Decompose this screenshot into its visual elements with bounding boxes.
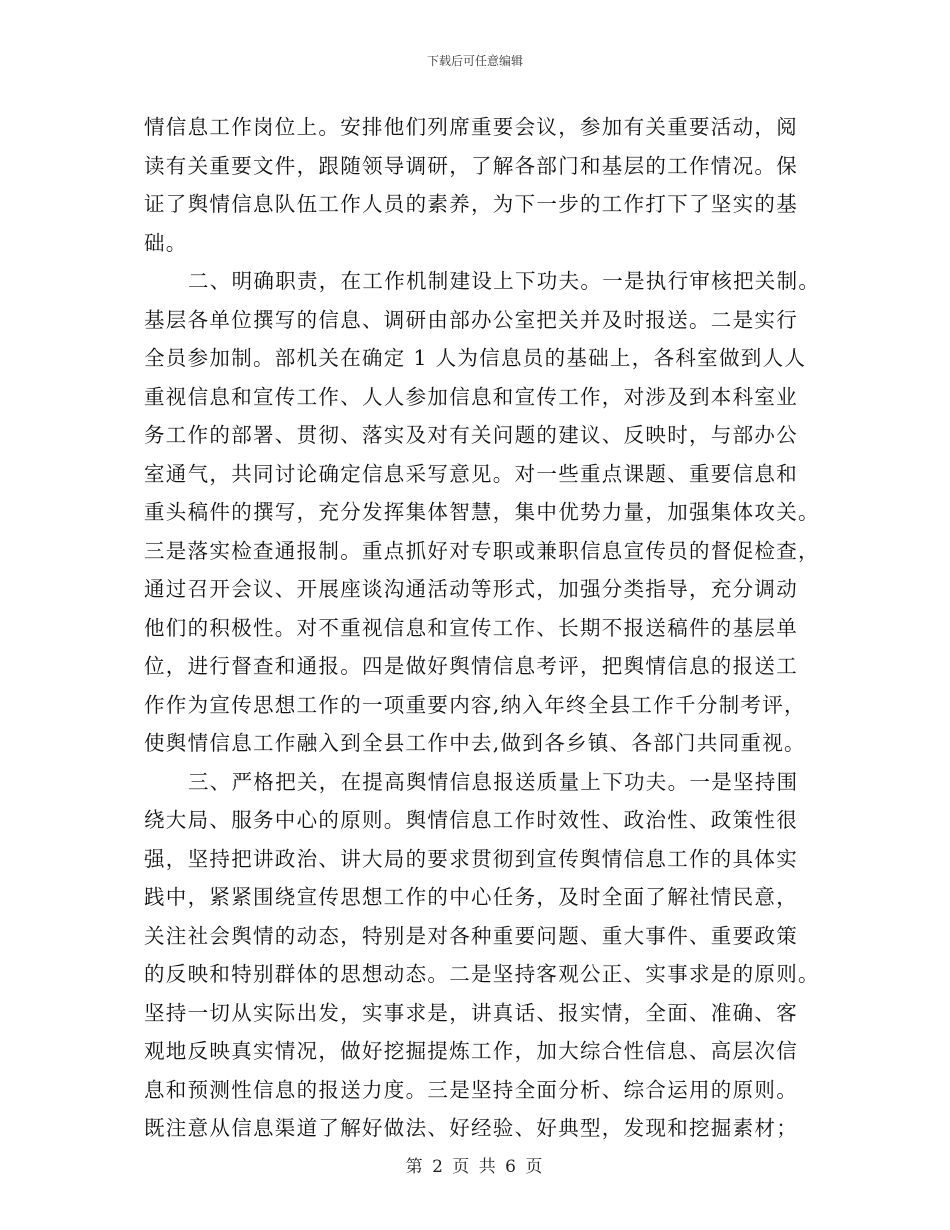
text-line: 通过召开会议、开展座谈沟通活动等形式，加强分类指导，充分调动 — [144, 577, 798, 601]
text-line: 践中，紧紧围绕宣传思想工作的中心任务，及时全面了解社情民意， — [144, 885, 798, 909]
text-line: 重视信息和宣传工作、人人参加信息和宣传工作，对涉及到本科室业 — [144, 384, 798, 409]
text-line: 全员参加制。部机关在确定 1 人为信息员的基础上，各科室做到人人 — [144, 346, 807, 370]
text-line: 重头稿件的撰写，充分发挥集体智慧，集中优势力量，加强集体攻关。 — [144, 500, 820, 524]
text-line: 位，进行督查和通报。四是做好舆情信息考评，把舆情信息的报送工 — [144, 654, 798, 678]
text-line: 强，坚持把讲政治、讲大局的要求贯彻到宣传舆情信息工作的具体实 — [144, 846, 798, 871]
text-line: 证了舆情信息队伍工作人员的素养，为下一步的工作打下了坚实的基 — [144, 192, 798, 216]
text-line: 的反映和特别群体的思想动态。二是坚持客观公正、实事求是的原则。 — [144, 962, 820, 986]
text-line: 础。 — [144, 230, 188, 255]
text-line: 基层各单位撰写的信息、调研由部办公室把关并及时报送。二是实行 — [144, 307, 798, 332]
text-line: 观地反映真实情况，做好挖掘提炼工作，加大综合性信息、高层次信 — [144, 1039, 798, 1063]
text-line: 室通气，共同讨论确定信息采写意见。对一些重点课题、重要信息和 — [144, 461, 798, 486]
page-number-footer: 第 2 页 共 6 页 — [405, 1157, 545, 1177]
text-line: 关注社会舆情的动态，特别是对各种重要问题、重大事件、重要政策 — [144, 923, 798, 948]
text-line: 他们的积极性。对不重视信息和宣传工作、长期不报送稿件的基层单 — [144, 615, 798, 640]
text-line: 情信息工作岗位上。安排他们列席重要会议，参加有关重要活动，阅 — [144, 115, 798, 139]
text-line: 既注意从信息渠道了解好做法、好经验、好典型，发现和挖掘素材； — [144, 1116, 798, 1140]
text-line: 息和预测性信息的报送力度。三是坚持全面分析、综合运用的原则。 — [144, 1077, 798, 1102]
text-line: 坚持一切从实际出发，实事求是，讲真话、报实情，全面、准确、客 — [144, 1000, 798, 1025]
page-header: 下载后可任意编辑 — [426, 54, 523, 68]
text-line: 绕大局、服务中心的原则。舆情信息工作时效性、政治性、政策性很 — [144, 808, 798, 832]
text-line: 读有关重要文件，跟随领导调研，了解各部门和基层的工作情况。保 — [144, 153, 798, 178]
section-heading-line: 三、严格把关，在提高舆情信息报送质量上下功夫。一是坚持围 — [188, 769, 799, 794]
text-line: 使舆情信息工作融入到全县工作中去,做到各乡镇、各部门共同重视。 — [144, 731, 806, 755]
text-line: 作作为宣传思想工作的一项重要内容,纳入年终全县工作千分制考评， — [144, 692, 806, 717]
text-line: 务工作的部署、贯彻、落实及对有关问题的建议、反映时，与部办公 — [144, 423, 798, 447]
text-line: 三是落实检查通报制。重点抓好对专职或兼职信息宣传员的督促检查， — [144, 538, 820, 563]
section-heading-line: 二、明确职责，在工作机制建设上下功夫。一是执行审核把关制。 — [188, 269, 821, 293]
body-text — [144, 108, 821, 1148]
